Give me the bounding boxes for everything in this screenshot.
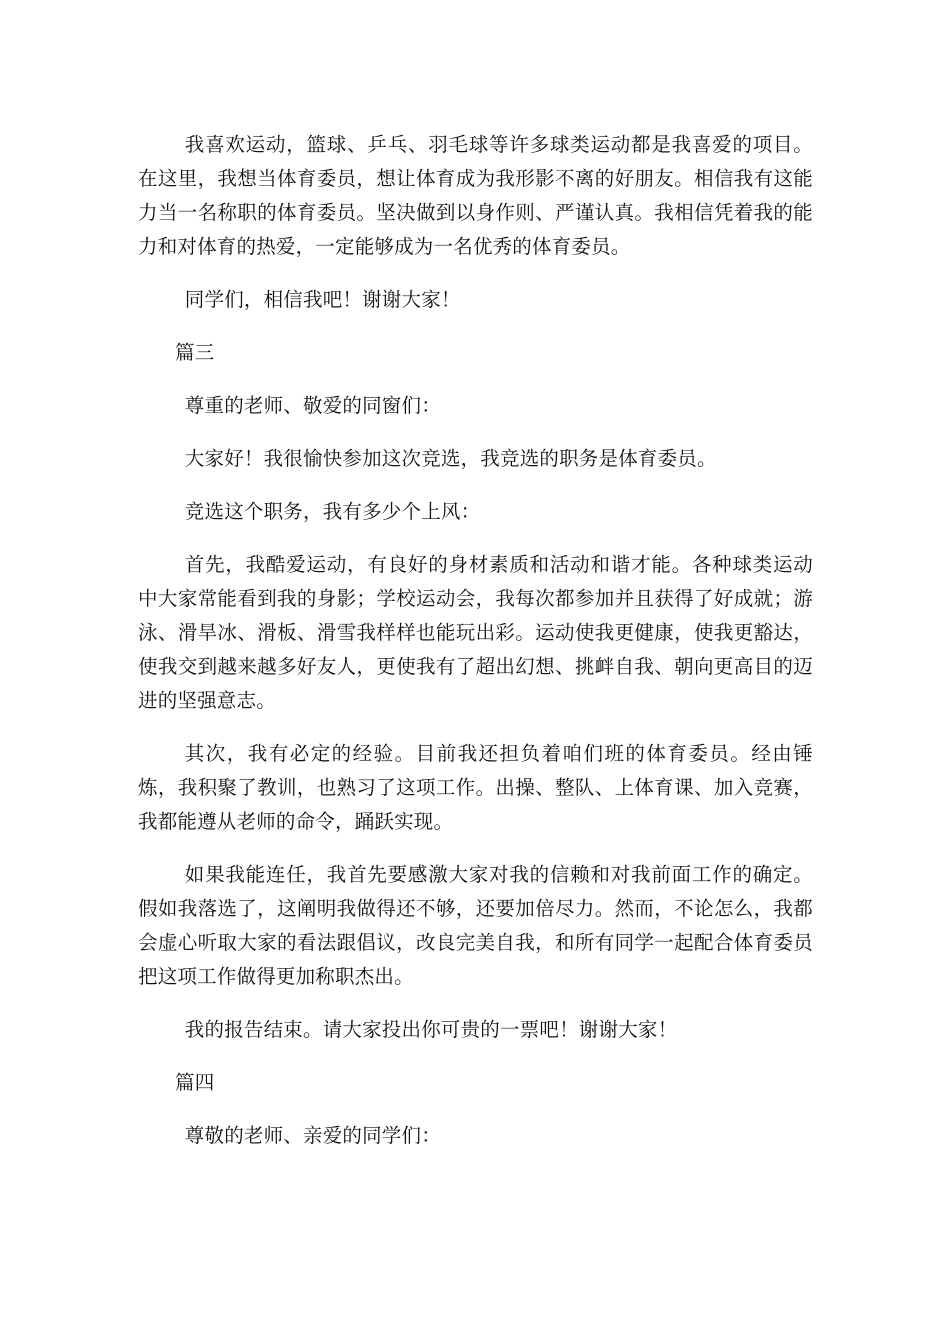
paragraph-intro: 我喜欢运动，篮球、乒乓、羽毛球等许多球类运动都是我喜爱的项目。在这里，我想当体育委员，想让体育成为我形影不离的好朋友。相信我有这能力当一名称职的体育委员。坚决做到以身作则、严谨认真。我相信凭着我的能力和对体育的热爱，一定能够成为一名优秀的体育委员。 <box>138 133 813 258</box>
section-heading-3: 篇三 <box>175 341 215 364</box>
paragraph-reelection: 如果我能连任，我首先要感激大家对我的信赖和对我前面工作的确定。假如我落选了，这阐明我做得还不够，还要加倍尽力。然而，不论怎么，我都会虚心听取大家的看法跟倡议，改良完美自我，和所有同学一起配合体育委员把这项工作做得更加称职杰出。 <box>138 863 813 988</box>
paragraph-salutation: 尊重的老师、敬爱的同窗们： <box>184 394 441 417</box>
paragraph-salutation-2: 尊敬的老师、亲爱的同学们： <box>184 1124 441 1147</box>
paragraph-thanks: 同学们，相信我吧！谢谢大家！ <box>184 288 461 311</box>
paragraph-second-point: 其次，我有必定的经验。目前我还担负着咱们班的体育委员。经由锤炼，我积聚了教训，也熟习了这项工作。出操、整队、上体育课、加入竞赛，我都能遵从老师的命令，踊跃实现。 <box>138 742 813 833</box>
paragraph-closing: 我的报告结束。请大家投出你可贵的一票吧！谢谢大家！ <box>184 1018 678 1041</box>
document-page <box>138 128 813 1153</box>
section-heading-4: 篇四 <box>175 1071 215 1094</box>
paragraph-greeting: 大家好！我很愉快参加这次竞选，我竞选的职务是体育委员。 <box>184 447 717 470</box>
paragraph-advantages-intro: 竞选这个职务，我有多少个上风： <box>184 500 481 523</box>
paragraph-first-point: 首先，我酷爱运动，有良好的身材素质和活动和谐才能。各种球类运动中大家常能看到我的身影；学校运动会，我每次都参加并且获得了好成就；游泳、滑旱冰、滑板、滑雪我样样也能玩出彩。运动使我更健康，使我更豁达，使我交到越来越多好友人，更使我有了超出幻想、挑衅自我、朝向更高目的迈进的坚强意志。 <box>138 553 813 712</box>
